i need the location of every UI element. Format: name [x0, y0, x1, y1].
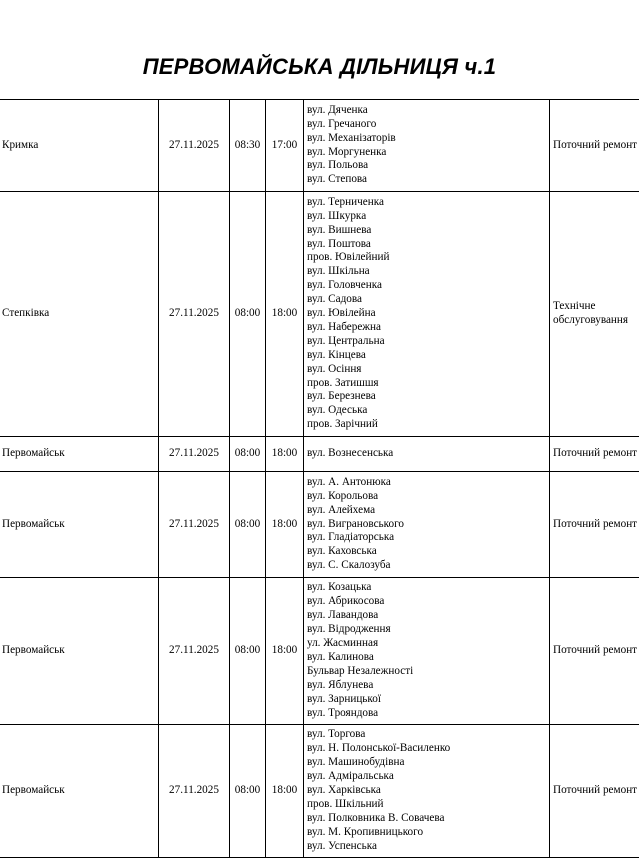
- work-type-cell: Технічне обслуговування: [550, 192, 639, 437]
- work-type-cell: Поточний ремонт: [550, 578, 639, 725]
- street-item: вул. Набережна: [307, 320, 381, 333]
- outage-schedule-table: [0, 99, 639, 858]
- table-body: [0, 100, 639, 858]
- street-item: вул. Гречаного: [307, 117, 377, 130]
- street-item: вул. Лавандова: [307, 609, 379, 622]
- date-cell: 27.11.2025: [159, 578, 230, 725]
- locality-cell: Первомайськ: [0, 578, 159, 725]
- locality-cell: Кримка: [0, 100, 159, 192]
- locality-cell: Первомайськ: [0, 725, 159, 858]
- end-time-cell: 18:00: [266, 192, 304, 437]
- street-item: вул. Корольова: [307, 489, 379, 502]
- street-item: пров. Затишшя: [307, 376, 379, 389]
- street-item: ул. Жасминная: [307, 637, 379, 650]
- street-item: вул. Алейхема: [307, 503, 376, 516]
- street-item: вул. Машинобудівна: [307, 756, 405, 769]
- street-item: вул. Каховська: [307, 545, 377, 558]
- street-item: вул. Яблунева: [307, 678, 374, 691]
- street-item: вул. Зарницької: [307, 692, 381, 705]
- street-item: вул. Механізаторів: [307, 131, 396, 144]
- street-item: вул. Шкурка: [307, 209, 367, 222]
- street-item: вул. Вишнева: [307, 223, 372, 236]
- street-item: вул. Поштова: [307, 237, 371, 250]
- start-time-cell: 08:00: [230, 578, 266, 725]
- street-item: вул. Вознесенська: [307, 447, 394, 460]
- start-time-cell: 08:00: [230, 472, 266, 578]
- street-item: вул. Ювілейна: [307, 307, 376, 320]
- street-item: вул. Садова: [307, 293, 362, 306]
- street-item: вул. Абрикосова: [307, 595, 385, 608]
- street-item: вул. Відродження: [307, 623, 391, 636]
- street-item: пров. Шкільний: [307, 797, 384, 810]
- street-item: пров. Зарічний: [307, 418, 378, 431]
- street-item: вул. С. Скалозуба: [307, 559, 391, 572]
- start-time-cell: 08:00: [230, 725, 266, 858]
- streets-cell: [304, 472, 550, 578]
- table-row: [0, 437, 639, 472]
- street-item: вул. Головченка: [307, 279, 382, 292]
- street-item: вул. Адміральська: [307, 770, 394, 783]
- streets-cell: [304, 725, 550, 858]
- end-time-cell: 18:00: [266, 437, 304, 472]
- end-time-cell: 17:00: [266, 100, 304, 192]
- locality-cell: Первомайськ: [0, 437, 159, 472]
- street-item: вул. Одеська: [307, 404, 368, 417]
- street-item: вул. Трояндова: [307, 706, 379, 719]
- table-row: [0, 578, 639, 725]
- street-item: вул. Березнева: [307, 390, 376, 403]
- street-item: вул. Торгова: [307, 728, 366, 741]
- street-item: вул. Шкільна: [307, 265, 370, 278]
- date-cell: 27.11.2025: [159, 437, 230, 472]
- street-item: вул. Н. Полонської-Василенко: [307, 742, 451, 755]
- date-cell: 27.11.2025: [159, 472, 230, 578]
- street-item: вул. Козацька: [307, 581, 372, 594]
- street-item: вул. Осіння: [307, 362, 362, 375]
- street-item: вул. Терниченка: [307, 195, 384, 208]
- end-time-cell: 18:00: [266, 725, 304, 858]
- street-item: вул. Виграновського: [307, 517, 405, 530]
- streets-cell: [304, 100, 550, 192]
- locality-cell: Степківка: [0, 192, 159, 437]
- end-time-cell: 18:00: [266, 472, 304, 578]
- start-time-cell: 08:00: [230, 192, 266, 437]
- streets-cell: [304, 437, 550, 472]
- table-row: [0, 100, 639, 192]
- street-item: вул. Гладіаторська: [307, 531, 395, 544]
- streets-cell: [304, 578, 550, 725]
- street-item: вул. М. Кропивницького: [307, 825, 424, 838]
- start-time-cell: 08:00: [230, 437, 266, 472]
- table-row: [0, 472, 639, 578]
- street-item: вул. Степова: [307, 173, 368, 186]
- date-cell: 27.11.2025: [159, 100, 230, 192]
- work-type-cell: Поточний ремонт: [550, 437, 639, 472]
- work-type-cell: Поточний ремонт: [550, 472, 639, 578]
- streets-cell: [304, 192, 550, 437]
- date-cell: 27.11.2025: [159, 725, 230, 858]
- street-item: вул. Дяченка: [307, 103, 368, 116]
- locality-cell: Первомайськ: [0, 472, 159, 578]
- street-item: вул. Моргуненка: [307, 145, 387, 158]
- work-type-cell: Поточний ремонт: [550, 100, 639, 192]
- street-item: Бульвар Незалежності: [307, 664, 414, 677]
- street-item: вул. Успенська: [307, 839, 377, 852]
- work-type-cell: Поточний ремонт: [550, 725, 639, 858]
- street-item: вул. Кінцева: [307, 348, 366, 361]
- page-title: ПЕРВОМАЙСЬКА ДІЛЬНИЦЯ ч.1: [142, 54, 497, 79]
- street-item: вул. А. Антонюка: [307, 475, 391, 488]
- street-item: вул. Калинова: [307, 651, 374, 663]
- start-time-cell: 08:30: [230, 100, 266, 192]
- street-item: вул. Польова: [307, 159, 369, 172]
- street-item: вул. Харківська: [307, 784, 381, 797]
- table-row: [0, 192, 639, 437]
- date-cell: 27.11.2025: [159, 192, 230, 437]
- table-row: [0, 725, 639, 858]
- end-time-cell: 18:00: [266, 578, 304, 725]
- street-item: пров. Ювілейний: [307, 251, 390, 264]
- street-item: вул. Полковника В. Совачева: [307, 811, 445, 824]
- street-item: вул. Центральна: [307, 334, 385, 347]
